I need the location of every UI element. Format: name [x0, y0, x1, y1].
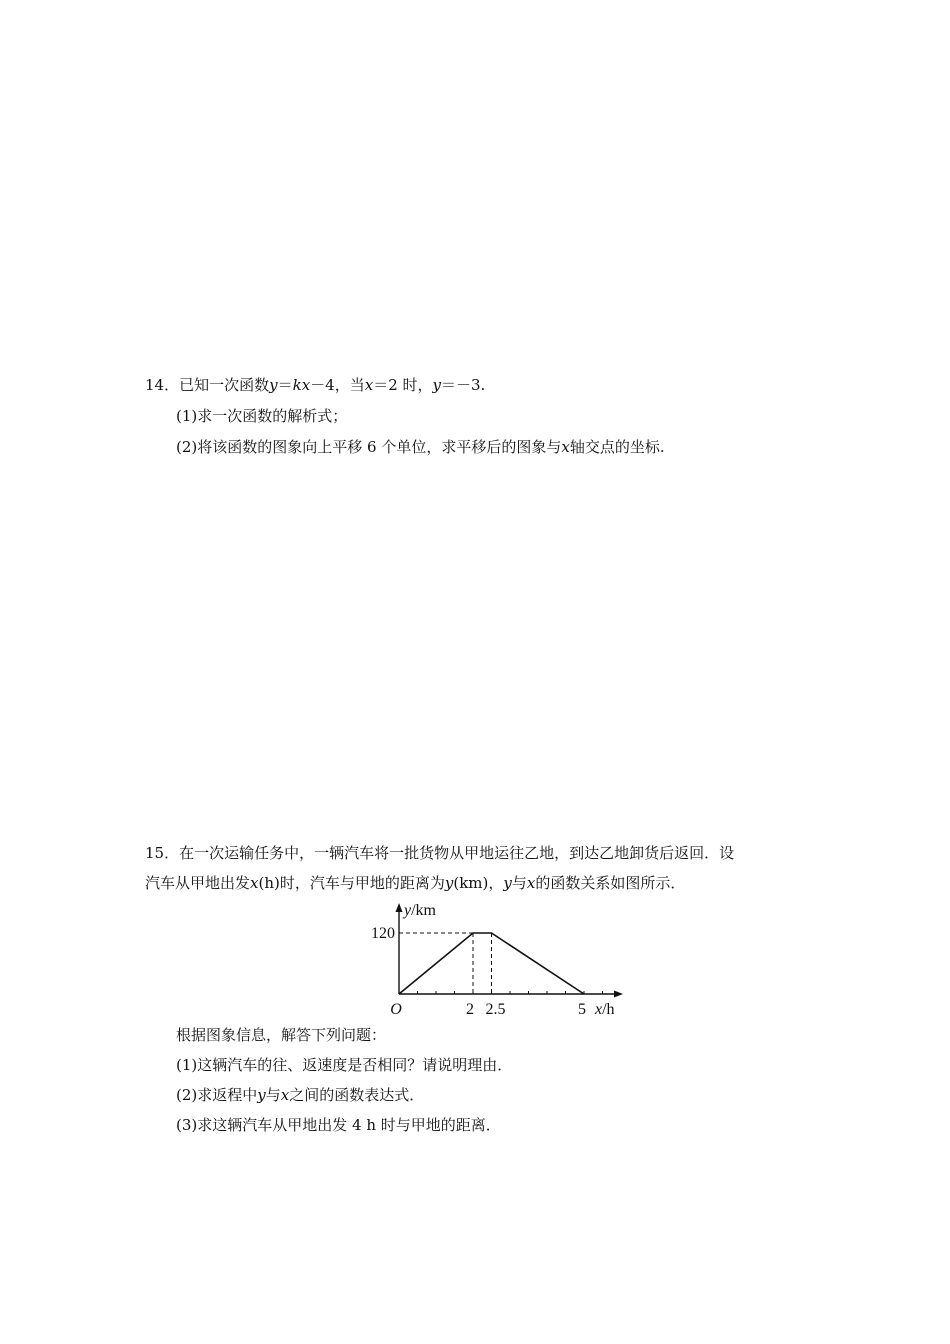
- q14-text-d: ＝－3.: [440, 376, 486, 394]
- q14-part2: [176, 436, 665, 458]
- q15-part2: [176, 1084, 424, 1106]
- q14-var-kx: kx: [292, 376, 311, 394]
- q15-line1: [145, 842, 734, 864]
- q14-part2-var-x: x: [561, 438, 570, 456]
- q14-stem: [145, 374, 485, 396]
- y-axis-arrow: [396, 903, 403, 912]
- q15-var-x2: x: [526, 874, 536, 892]
- q14-part2-b: 轴交点的坐标.: [569, 438, 665, 456]
- q15-part2-var-y: y: [257, 1086, 266, 1104]
- q15-line2-e: 的函数关系如图所示．: [535, 874, 686, 892]
- q14-eq: ＝: [277, 376, 293, 394]
- q15-intro: 根据图象信息，解答下列问题：: [176, 1026, 387, 1044]
- q14-part1: (1)求一次函数的解析式；: [176, 407, 348, 425]
- q14-text-b: －4，当: [310, 376, 365, 394]
- q15-line2: [145, 872, 685, 894]
- q15-line2-b: (h)时，汽车与甲地的距离为: [258, 874, 445, 892]
- origin-label: O: [390, 1001, 402, 1018]
- q14-var-y2: y: [432, 376, 441, 394]
- q15-line2-c: (km)，: [453, 874, 504, 892]
- q14-number: 14．: [145, 376, 180, 394]
- q14-part2-a: (2)将该函数的图象向上平移 6 个单位，求平移后的图象与: [176, 438, 562, 456]
- q15-part2-var-x: x: [280, 1086, 290, 1104]
- y-axis-label: y/km: [404, 902, 436, 919]
- q15-part1: (1)这辆汽车的往、返速度是否相同？请说明理由．: [176, 1056, 513, 1074]
- q15-part2-c: 之间的函数表达式．: [289, 1086, 425, 1104]
- q14-var-y: y: [269, 376, 278, 394]
- q15-var-y2: y: [503, 874, 512, 892]
- q14-text-a: 已知一次函数: [179, 376, 270, 394]
- q15-part2-b: 与: [265, 1086, 281, 1104]
- x-axis-arrow: [614, 991, 623, 998]
- q14-var-x: x: [364, 376, 374, 394]
- q15-part3: (3)求这辆汽车从甲地出发 4 h 时与甲地的距离．: [176, 1116, 501, 1134]
- q14-text-c: ＝2 时，: [373, 376, 433, 394]
- x-tick-label-2: 2: [466, 1001, 474, 1018]
- q15-var-x: x: [250, 874, 259, 892]
- y-tick-label-120: 120: [371, 925, 395, 942]
- q15-line2-d: 与: [511, 874, 527, 892]
- x-tick-label-5: 5: [578, 1001, 586, 1018]
- x-axis-label: x/h: [595, 1001, 615, 1018]
- q15-line1-text: 在一次运输任务中，一辆汽车将一批货物从甲地运往乙地，到达乙地卸货后返回．设: [179, 844, 735, 862]
- q15-part2-a: (2)求返程中: [176, 1086, 258, 1104]
- q15-line2-a: 汽车从甲地出发: [145, 874, 251, 892]
- q15-number: 15．: [145, 844, 180, 862]
- q15-var-y: y: [444, 874, 454, 892]
- distance-time-graph: [355, 896, 635, 1022]
- x-tick-label-2-5: 2.5: [485, 1001, 506, 1018]
